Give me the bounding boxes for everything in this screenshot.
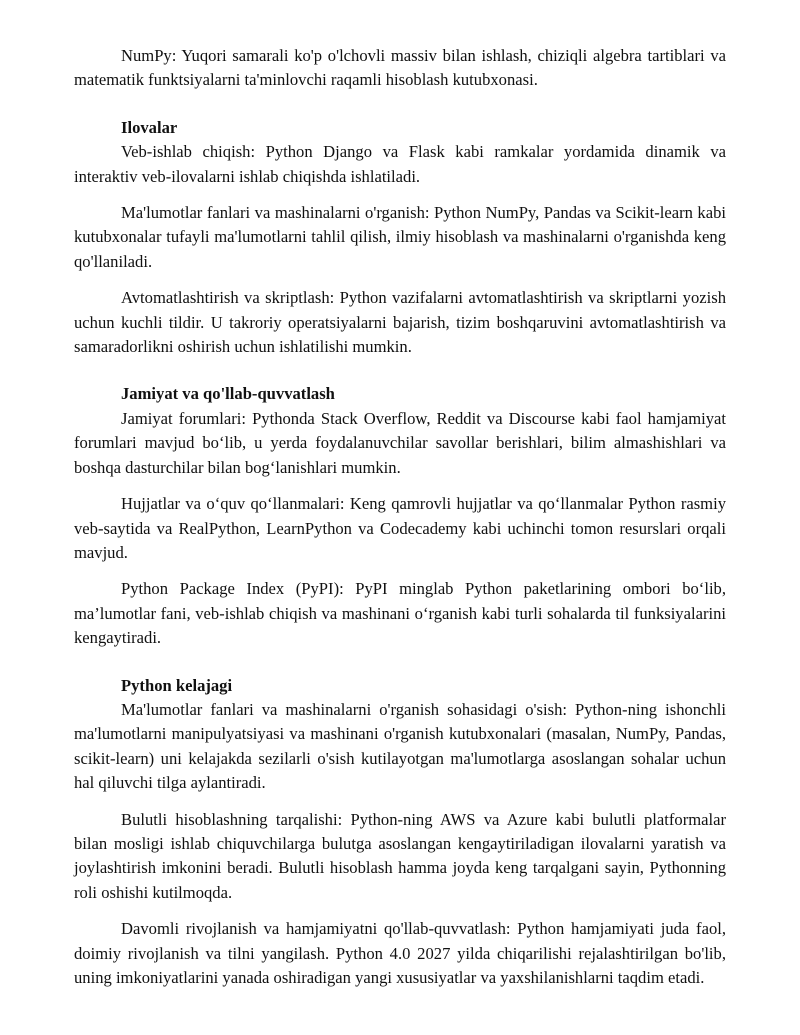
section-heading-kelajak: Python kelajagi (121, 675, 233, 695)
paragraph-pypi: Python Package Index (PyPI): PyPI minglab Python paketlarining ombori bo‘lib, ma’lumotlar fani, veb-ishlab chiqish va mashinani o‘rganish kabi turli sohalarda til funksiyalarini kengaytiradi. (74, 579, 726, 648)
paragraph-jamiyat-forumlari: Jamiyat forumlari: Pythonda Stack Overflow, Reddit va Discourse kabi faol hamjamiyat forumlari mavjud bo‘lib, u yerda foydalanuvchilar savollar berishlari, bilim almashishlari va boshqa dasturchilar bilan bog‘lanishlari mumkin. (74, 408, 726, 477)
section-heading-ilovalar: Ilovalar (121, 117, 178, 137)
paragraph-veb-ishlab-chiqish: Veb-ishlab chiqish: Python Django va Flask kabi ramkalar yordamida dinamik va interaktiv veb-ilovalarni ishlab chiqishda ishlatiladi. (74, 142, 726, 186)
paragraph-avtomatlashtirish: Avtomatlashtirish va skriptlash: Python vazifalarni avtomatlashtirish va skriptlarni yozish uchun kuchli tildir. U takroriy operatsiyalarni bajarish, tizim boshqaruvini avtomatlashtirish va samaradorlikni oshirish uchun ishlatilishi mumkin. (74, 288, 726, 357)
paragraph-davomli-rivojlanish: Davomli rivojlanish va hamjamiyatni qo'llab-quvvatlash: Python hamjamiyati juda faol, doimiy rivojlanish va tilni yangilash. Python 4.0 2027 yilda chiqarilishi rejalashtirilgan bo'lib, uning imkoniyatlarini yanada oshiradigan yangi xususiyatlar va yaxshilanishlarni taqdim etadi. (74, 919, 726, 987)
document-page (74, 44, 726, 990)
section-heading-jamiyat: Jamiyat va qo'llab-quvvatlash (121, 384, 335, 404)
numpy-paragraph: NumPy: Yuqori samarali ko'p o'lchovli massiv bilan ishlash, chiziqli algebra tartiblari va matematik funktsiyalarni ta'minlovchi raqamli hisoblash kutubxonasi. (74, 46, 726, 90)
paragraph-osish: Ma'lumotlar fanlari va mashinalarni o'rganish sohasidagi o'sish: Python-ning ishonchli ma'lumotlarni manipulyatsiyasi va mashinani o'rganish kutubxonalari (masalan, NumPy, Pandas, scikit-learn) uni kelajakda sezilarli o'sish kutilayotgan ma'lumotlarga asoslangan sohalar uchun hal qiluvchi tilga aylantiradi. (74, 699, 726, 793)
paragraph-hujjatlar: Hujjatlar va o‘quv qo‘llanmalari: Keng qamrovli hujjatlar va qo‘llanmalar Python rasmiy veb-saytida va RealPython, LearnPython va Codecademy kabi uchinchi tomon resurslari orqali mavjud. (74, 494, 726, 562)
paragraph-bulutli-hisoblash: Bulutli hisoblashning tarqalishi: Python-ning AWS va Azure kabi bulutli platformalar bilan mosligi ishlab chiquvchilarga bulutga asoslangan kengaytiriladigan ilovalarni yaratish va joylashtirish imkonini beradi. Bulutli hisoblash hamma joyda keng tarqalgani sayin, Pythonning roli oshishi kutilmoqda. (74, 809, 726, 902)
paragraph-malumotlar-fanlari: Ma'lumotlar fanlari va mashinalarni o'rganish: Python NumPy, Pandas va Scikit-learn kabi kutubxonalar tufayli ma'lumotlarni tahlil qilish, ilmiy hisoblash va mashinalarni o'rganishda keng qo'llaniladi. (74, 203, 726, 271)
